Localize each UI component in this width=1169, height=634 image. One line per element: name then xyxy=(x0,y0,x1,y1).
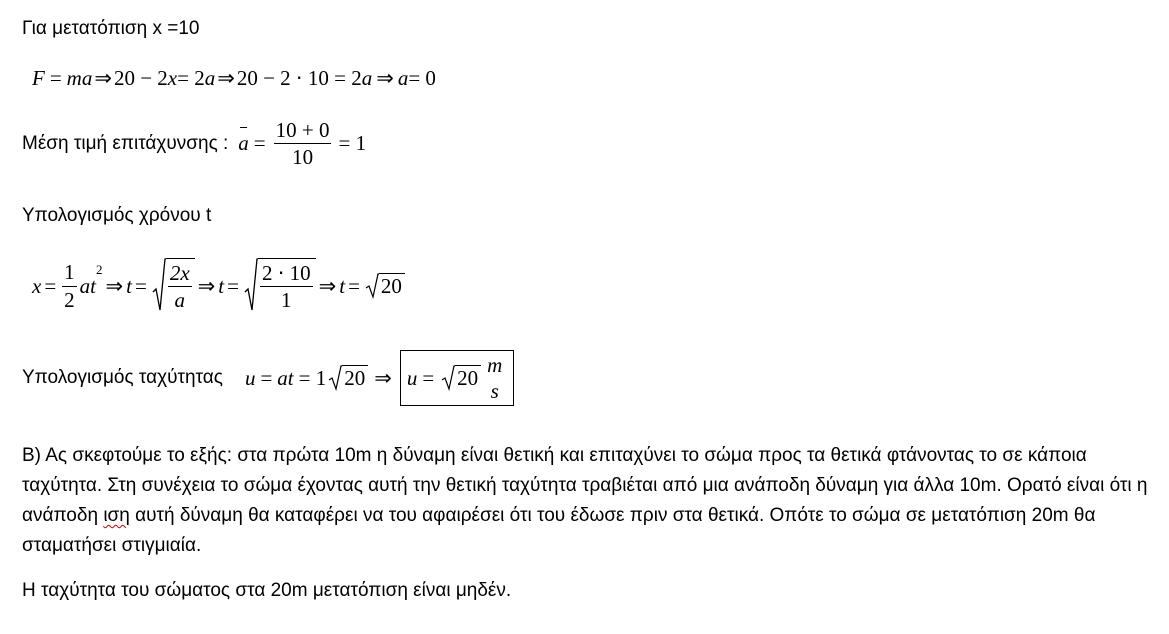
part-b-paragraph xyxy=(22,441,1152,561)
time-heading: Υπολογισμός χρόνου t xyxy=(22,205,212,226)
radical-icon xyxy=(441,365,455,391)
eq1-implies-1: ⇒ xyxy=(94,66,112,90)
sqrt-3 xyxy=(365,273,405,299)
t-eq-sup: 2 xyxy=(96,262,103,277)
eq1-a3: a xyxy=(397,66,409,90)
eq1-part4: = 0 xyxy=(408,66,436,90)
mean-fraction xyxy=(274,118,332,169)
t-eq-implies-2: ⇒ xyxy=(197,273,216,298)
mean-acceleration-formula: a = $\frac{10 + 0}{10}$ = 1 xyxy=(238,118,367,170)
t-eq-x: x xyxy=(32,273,42,298)
mean-result: = 1 xyxy=(338,131,367,156)
t-eq-t2: t xyxy=(218,273,225,298)
mean-denominator: 10 xyxy=(292,145,314,170)
sqrt2-den: 1 xyxy=(281,288,292,312)
t-eq-at: at xyxy=(79,273,97,298)
radical-icon xyxy=(152,258,166,314)
eq1-lhs2: 20 − 2 xyxy=(113,66,168,90)
half-den: 2 xyxy=(64,287,75,312)
vel-u: u xyxy=(244,365,256,390)
velocity-formula xyxy=(245,350,514,406)
eq1-eq2: = 2 xyxy=(177,66,205,90)
velocity-row xyxy=(22,350,514,406)
eq1-x: x xyxy=(167,66,178,90)
eq1-ma: ma xyxy=(66,66,93,90)
radical-icon xyxy=(244,258,258,314)
sqrt2-num: 2 ⋅ 10 xyxy=(260,261,313,287)
eq1-a1: a xyxy=(204,66,216,90)
eq1-a2: a xyxy=(361,66,373,90)
radical-icon xyxy=(365,273,379,299)
part-b-text-1: Β) Ας σκεφτούμε το εξής: στα πρώτα 10m η δύναμη είναι θετική και επιταχύνει το σώμα προς τα θετικά φτάνοντας το σε κάποια ταχύτητα. Στη συνέχεια το σώμα έχοντας αυτή την θετική ταχύτητα τραβιέται από μια ανάποδη δύναμη για άλλα 10m. Ορατό είναι ότι η ανάποδη xyxy=(22,445,1148,526)
eq1-implies-3: ⇒ xyxy=(376,66,394,90)
vel-equals: = xyxy=(260,365,273,390)
velocity-label: Υπολογισμός ταχύτητας xyxy=(22,367,223,389)
vel-at: at xyxy=(277,365,294,390)
box-radicand: 20 xyxy=(455,365,481,391)
part-b-text-2: αυτή δύναμη θα καταφέρει να του αφαιρέσει ότι του έδωσε πριν στα θετικά. Οπότε το σώμα σε μετατόπιση 20m θα σταματήσει στιγμιαία. xyxy=(22,505,1096,556)
mean-a-symbol: a xyxy=(238,131,249,156)
vel-radicand: 20 xyxy=(342,365,368,391)
sqrt3-radicand: 20 xyxy=(379,273,405,299)
eq1-implies-2: ⇒ xyxy=(217,66,235,90)
time-equation: x = $\frac{1}{2}$ at $^2$ ⇒ t = $\frac{2x}{a}$ ⇒ t = $\frac{2 \cdot 10}{1}$ ⇒ t = 20 xyxy=(32,258,405,314)
t-eq-equals: = xyxy=(44,273,57,298)
eq1-F: F xyxy=(32,66,45,90)
sqrt-1 xyxy=(152,258,195,314)
t-eq-t3: t xyxy=(339,273,346,298)
unit-fraction xyxy=(485,353,504,403)
vel-implies: ⇒ xyxy=(374,365,392,390)
unit-m: m xyxy=(487,353,503,377)
eq1-part3: 20 − 2 ⋅ 10 = 2 xyxy=(236,66,362,90)
t-eq-implies-1: ⇒ xyxy=(105,273,124,298)
half-fraction xyxy=(62,260,77,311)
final-statement: Η ταχύτητα του σώματος στα 20m μετατόπιση είναι μηδέν. xyxy=(22,580,512,601)
t-eq-implies-3: ⇒ xyxy=(318,273,337,298)
sqrt-2 xyxy=(244,258,316,314)
eq1-equals: = xyxy=(49,66,62,90)
radical-icon xyxy=(328,365,342,391)
unit-s: s xyxy=(490,379,499,404)
box-u: u xyxy=(406,365,418,390)
half-num: 1 xyxy=(62,260,77,286)
mean-numerator: 10 + 0 xyxy=(274,118,332,144)
sqrt1-num: 2x xyxy=(168,261,192,287)
t-eq-t1: t xyxy=(126,273,132,298)
spellcheck-word: ιση xyxy=(103,505,130,526)
mean-acceleration-row xyxy=(22,118,366,169)
box-equals: = xyxy=(422,365,435,390)
vel-one: = 1 xyxy=(298,365,327,390)
newton-equation xyxy=(32,66,436,91)
vel-sqrt xyxy=(328,365,368,391)
mean-acceleration-label: Μέση τιμή επιτάχυνσης : xyxy=(22,132,229,154)
sqrt1-den: a xyxy=(174,288,185,312)
box-sqrt xyxy=(441,365,481,391)
velocity-result-box xyxy=(400,350,515,406)
displacement-heading: Για μετατόπιση x =10 xyxy=(22,18,200,39)
